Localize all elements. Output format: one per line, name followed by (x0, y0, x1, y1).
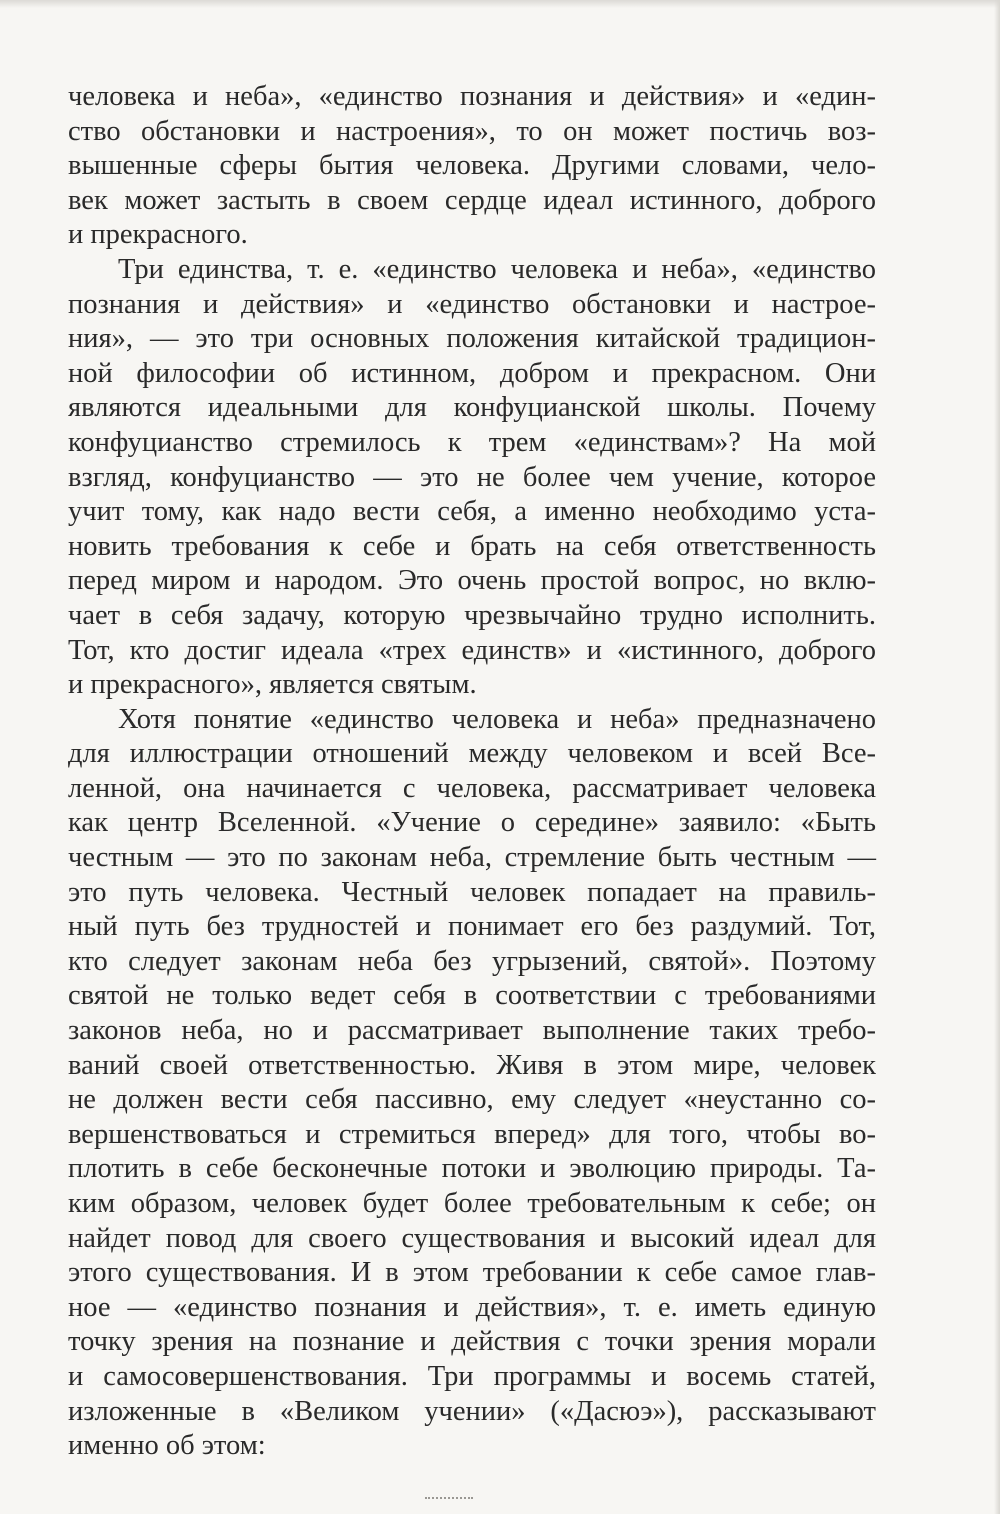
text-line: являются идеальными для конфуцианской школы. Почему (68, 392, 876, 424)
text-line: найдет повод для своего существования и высокий идеал для (68, 1222, 876, 1254)
text-line: точку зрения на познание и действия с точки зрения морали (68, 1326, 876, 1358)
page-top-shadow (0, 0, 1000, 8)
text-line: святой не только ведет себя в соответствии с требованиями (68, 980, 876, 1012)
text-line: и самосовершенствования. Три программы и восемь статей, (68, 1360, 876, 1392)
text-line: ленной, она начинается с человека, рассматривает человека (68, 772, 876, 804)
text-line: не должен вести себя пассивно, ему следует «неустанно со- (68, 1084, 876, 1116)
text-line: ния», — это три основных положения китайской традицион- (68, 323, 876, 355)
text-line: Тот, кто достиг идеала «трех единств» и «истинного, доброго (68, 634, 876, 666)
text-line: честным — это по законам неба, стремление быть честным — (68, 842, 876, 874)
text-line: ный путь без трудностей и понимает его без раздумий. Тот, (68, 911, 876, 943)
text-line: ким образом, человек будет более требовательным к себе; он (68, 1188, 876, 1219)
text-line: и прекрасного. (68, 219, 248, 251)
page-footer-mark (425, 1497, 473, 1502)
text-line: как центр Вселенной. «Учение о середине» заявило: «Быть (68, 807, 876, 839)
paragraph-start-line: Три единства, т. е. «единство человека и неба», «единство (118, 253, 876, 285)
paragraph-start-line: Хотя понятие «единство человека и неба» предназначено (118, 703, 876, 735)
text-line: и прекрасного», является святым. (68, 669, 477, 701)
text-line: чает в себя задачу, которую чрезвычайно трудно исполнить. (68, 599, 876, 631)
text-line: изложенные в «Великом учении» («Дасюэ»), рассказывают (68, 1395, 876, 1427)
text-line: вершенствоваться и стремиться вперед» для того, чтобы во- (68, 1118, 876, 1150)
page-right-edge (994, 0, 1000, 1514)
text-line: перед миром и народом. Это очень простой вопрос, но вклю- (68, 565, 876, 597)
text-line: вышенные сферы бытия человека. Другими словами, чело- (68, 150, 876, 182)
text-line: это путь человека. Честный человек попадает на правиль- (68, 876, 876, 908)
text-line: кто следует законам неба без угрызений, святой». Поэтому (68, 945, 876, 977)
text-line: взгляд, конфуцианство — это не более чем учение, которое (68, 461, 876, 493)
text-line: ной философии об истинном, добром и прекрасном. Они (68, 357, 876, 389)
text-line: человека и неба», «единство познания и действия» и «един- (68, 81, 876, 112)
text-line: именно об этом: (68, 1430, 266, 1462)
text-line: законов неба, но и рассматривает выполнение таких требо- (68, 1015, 876, 1047)
page-text-body (68, 80, 876, 1464)
text-line: новить требования к себе и брать на себя ответственность (68, 530, 876, 562)
text-line: ное — «единство познания и действия», т. е. иметь единую (68, 1291, 876, 1323)
text-line: ство обстановки и настроения», то он может постичь воз- (68, 115, 876, 147)
text-line: конфуцианство стремилось к трем «единствам»? На мой (68, 426, 876, 458)
text-line: познания и действия» и «единство обстановки и настрое- (68, 288, 876, 320)
text-line: этого существования. И в этом требовании к себе самое глав- (68, 1257, 876, 1289)
text-line: век может застыть в своем сердце идеал истинного, доброго (68, 184, 876, 216)
text-line: учит тому, как надо вести себя, а именно необходимо уста- (68, 496, 876, 528)
text-line: для иллюстрации отношений между человеком и всей Все- (68, 738, 876, 770)
text-line: ваний своей ответственностью. Живя в этом мире, человек (68, 1049, 876, 1081)
text-line: плотить в себе бесконечные потоки и эволюцию природы. Та- (68, 1153, 876, 1185)
